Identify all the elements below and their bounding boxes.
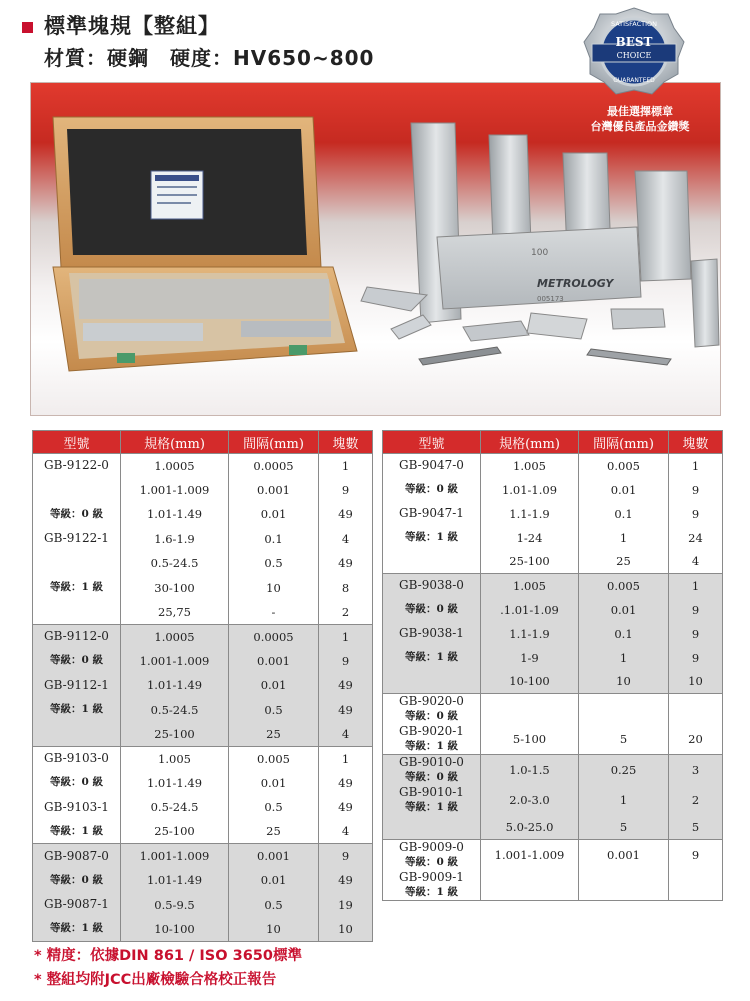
table-row	[33, 575, 373, 599]
count-cell: 49	[319, 868, 373, 892]
interval-cell: 1	[579, 526, 669, 550]
model-cell	[33, 868, 121, 892]
spec-cell: 5.0-25.0	[481, 815, 579, 839]
table-row	[33, 819, 373, 843]
count-cell: 4	[319, 819, 373, 843]
grade-label: 等級：1 級	[50, 703, 103, 716]
model-number: GB-9010-0	[399, 755, 464, 769]
col-header-model: 型號	[33, 431, 121, 454]
model-number: GB-9087-0	[44, 848, 109, 863]
spec-cell: 25-100	[121, 819, 229, 843]
table-row	[33, 478, 373, 502]
spec-cell: 1.005	[121, 746, 229, 770]
model-cell	[383, 478, 481, 502]
interval-cell: 5	[579, 815, 669, 839]
table-row	[383, 670, 723, 694]
table-row	[383, 724, 723, 755]
model-cell	[33, 844, 121, 868]
count-cell: 49	[319, 771, 373, 795]
interval-cell: 0.01	[229, 868, 319, 892]
table-row	[33, 551, 373, 575]
spec-cell: 0.5-24.5	[121, 697, 229, 721]
count-cell: 49	[319, 502, 373, 526]
model-number: GB-9047-1	[399, 506, 464, 520]
interval-cell: 0.01	[229, 771, 319, 795]
interval-cell: 0.5	[229, 551, 319, 575]
model-cell	[383, 502, 481, 526]
footnote-calibration: * 整組均附JCC出廠檢驗合格校正報告	[34, 972, 277, 988]
spec-cell: 0.5-9.5	[121, 893, 229, 917]
table-row	[383, 870, 723, 901]
spec-cell: 1.001-1.009	[481, 839, 579, 870]
spec-cell: 25-100	[121, 722, 229, 746]
grade-label: 等級：0 級	[50, 654, 103, 667]
count-cell: 49	[319, 673, 373, 697]
table-row	[383, 839, 723, 870]
model-number: GB-9103-0	[44, 751, 109, 766]
wooden-case-base	[53, 267, 357, 371]
spec-cell: 0.5-24.5	[121, 551, 229, 575]
table-row	[33, 697, 373, 721]
model-cell	[33, 771, 121, 795]
count-cell: 1	[669, 574, 723, 598]
model-cell	[383, 622, 481, 646]
model-number: GB-9103-1	[44, 799, 109, 814]
model-number: GB-9020-0	[399, 694, 464, 708]
model-number: GB-9112-0	[44, 629, 109, 644]
spec-cell: .1.01-1.09	[481, 598, 579, 622]
table-row	[33, 454, 373, 478]
model-cell	[383, 870, 481, 901]
count-cell: 24	[669, 526, 723, 550]
table-row	[383, 694, 723, 725]
grade-label: 等級：1 級	[405, 885, 458, 898]
grade-label: 等級：0 級	[50, 873, 103, 886]
count-cell: 49	[319, 697, 373, 721]
count-cell: 2	[319, 600, 373, 624]
table-row	[383, 454, 723, 478]
grade-label: 等級：0 級	[405, 603, 458, 615]
model-number: GB-9038-0	[399, 578, 464, 593]
table-row	[383, 502, 723, 526]
spec-cell: 5-100	[481, 724, 579, 755]
interval-cell: 10	[579, 670, 669, 694]
table-row	[383, 815, 723, 839]
model-cell	[383, 574, 481, 598]
brand-logo: METROLOGY	[537, 277, 614, 290]
model-cell	[33, 795, 121, 819]
interval-cell	[579, 694, 669, 725]
model-cell	[383, 646, 481, 670]
model-number: GB-9010-1	[399, 785, 464, 799]
table-row	[383, 622, 723, 646]
grade-label: 等級：1 級	[405, 531, 458, 543]
model-number: GB-9122-1	[44, 531, 109, 546]
badge-caption-line1: 最佳選擇標章	[607, 105, 673, 118]
table-row	[33, 917, 373, 941]
model-cell	[383, 550, 481, 574]
model-cell	[33, 624, 121, 648]
model-cell	[383, 694, 481, 725]
spec-cell: 0.5-24.5	[121, 795, 229, 819]
model-cell	[383, 724, 481, 755]
grade-label: 等級：0 級	[50, 776, 103, 789]
model-cell	[33, 527, 121, 551]
count-cell: 19	[319, 893, 373, 917]
grade-label: 等級：1 級	[50, 581, 103, 594]
count-cell: 49	[319, 795, 373, 819]
spec-cell: 1.01-1.09	[481, 478, 579, 502]
spec-cell: 1.01-1.49	[121, 868, 229, 892]
count-cell: 9	[319, 844, 373, 868]
badge-line1: BEST	[615, 35, 653, 49]
gauge-blocks	[361, 123, 719, 365]
spec-cell: 1.0005	[121, 454, 229, 478]
count-cell: 9	[319, 478, 373, 502]
spec-cell	[481, 694, 579, 725]
grade-label: 等級：0 級	[405, 855, 458, 868]
grade-label: 等級：0 級	[50, 507, 103, 520]
spec-cell: 1.6-1.9	[121, 527, 229, 551]
col-header-count: 塊數	[669, 431, 723, 454]
count-cell: 9	[669, 622, 723, 646]
spec-cell: 1-9	[481, 646, 579, 670]
interval-cell: 0.5	[229, 697, 319, 721]
model-cell	[33, 478, 121, 502]
spec-cell: 30-100	[121, 575, 229, 599]
model-cell	[33, 600, 121, 624]
spec-cell: 1.0-1.5	[481, 755, 579, 786]
badge-line2: CHOICE	[616, 51, 652, 60]
model-cell	[33, 697, 121, 721]
spec-table-left	[32, 430, 373, 942]
interval-cell: 25	[579, 550, 669, 574]
model-cell	[383, 785, 481, 815]
interval-cell: 0.01	[579, 478, 669, 502]
count-cell: 49	[319, 551, 373, 575]
count-cell: 1	[319, 454, 373, 478]
table-row	[33, 893, 373, 917]
interval-cell: 0.01	[229, 502, 319, 526]
count-cell: 3	[669, 755, 723, 786]
spec-cell: 1.01-1.49	[121, 771, 229, 795]
interval-cell: 0.005	[579, 574, 669, 598]
interval-cell	[579, 870, 669, 901]
interval-cell: 0.001	[229, 649, 319, 673]
spec-cell: 1.0005	[121, 624, 229, 648]
spec-cell: 1.001-1.009	[121, 844, 229, 868]
grade-label: 等級：0 級	[405, 483, 458, 495]
table-row	[33, 722, 373, 746]
model-cell	[33, 575, 121, 599]
table-row	[33, 600, 373, 624]
interval-cell: 10	[229, 575, 319, 599]
count-cell: 4	[319, 722, 373, 746]
count-cell: 10	[319, 917, 373, 941]
spec-cell: 1.001-1.009	[121, 478, 229, 502]
interval-cell: -	[229, 600, 319, 624]
table-row	[383, 755, 723, 786]
model-number: GB-9087-1	[44, 897, 109, 912]
grade-label: 等級：1 級	[405, 801, 458, 813]
interval-cell: 0.1	[579, 502, 669, 526]
spec-cell: 1.001-1.009	[121, 649, 229, 673]
spec-cell	[481, 870, 579, 901]
grade-label: 等級：0 級	[405, 771, 458, 783]
spec-cell: 10-100	[121, 917, 229, 941]
table-row	[33, 844, 373, 868]
model-number: GB-9020-1	[399, 724, 464, 738]
count-cell: 4	[319, 527, 373, 551]
grade-label: 等級：1 級	[50, 824, 103, 837]
grade-label: 等級：0 級	[405, 710, 458, 722]
interval-cell: 0.0005	[229, 624, 319, 648]
best-choice-badge	[582, 6, 686, 98]
model-cell	[383, 839, 481, 870]
model-cell	[33, 746, 121, 770]
spec-cell: 25-100	[481, 550, 579, 574]
count-cell: 1	[319, 746, 373, 770]
count-cell: 1	[319, 624, 373, 648]
col-header-interval: 間隔(mm)	[229, 431, 319, 454]
interval-cell: 25	[229, 819, 319, 843]
model-cell	[383, 670, 481, 694]
table-row	[383, 550, 723, 574]
spec-cell: 2.0-3.0	[481, 785, 579, 815]
block-size-marking: 100	[531, 248, 549, 258]
table-row	[33, 795, 373, 819]
spec-cell: 1.1-1.9	[481, 502, 579, 526]
count-cell: 4	[669, 550, 723, 574]
model-cell	[383, 755, 481, 786]
spec-cell: 1.005	[481, 454, 579, 478]
interval-cell: 0.005	[579, 454, 669, 478]
spec-cell: 25,75	[121, 600, 229, 624]
table-row	[383, 646, 723, 670]
model-number: GB-9009-0	[399, 839, 464, 854]
count-cell: 9	[669, 502, 723, 526]
spec-cell: 1.01-1.49	[121, 502, 229, 526]
model-number: GB-9009-1	[399, 869, 464, 884]
count-cell: 5	[669, 815, 723, 839]
model-cell	[383, 815, 481, 839]
model-number: GB-9112-1	[44, 677, 109, 692]
count-cell: 9	[669, 598, 723, 622]
table-row	[33, 868, 373, 892]
model-cell	[33, 673, 121, 697]
model-number: GB-9122-0	[44, 458, 109, 473]
table-row	[33, 673, 373, 697]
table-row	[383, 785, 723, 815]
interval-cell: 0.1	[579, 622, 669, 646]
model-cell	[33, 649, 121, 673]
interval-cell: 0.01	[229, 673, 319, 697]
interval-cell: 0.005	[229, 746, 319, 770]
count-cell: 8	[319, 575, 373, 599]
model-cell	[33, 502, 121, 526]
interval-cell: 10	[229, 917, 319, 941]
count-cell: 2	[669, 785, 723, 815]
page-title: 標準塊規【整組】	[44, 14, 220, 38]
table-row	[33, 746, 373, 770]
grade-label: 等級：1 級	[405, 740, 458, 752]
table-row	[33, 527, 373, 551]
block-serial: 005173	[537, 295, 564, 303]
model-number: GB-9047-0	[399, 458, 464, 473]
material-hardness: 材質：硬鋼 硬度：HV650~800	[44, 46, 375, 70]
count-cell: 20	[669, 724, 723, 755]
badge-bottom-text: GUARANTEED	[613, 77, 655, 84]
interval-cell: 0.0005	[229, 454, 319, 478]
count-cell: 1	[669, 454, 723, 478]
col-header-interval: 間隔(mm)	[579, 431, 669, 454]
spec-cell: 1-24	[481, 526, 579, 550]
interval-cell: 0.001	[229, 478, 319, 502]
count-cell: 9	[669, 839, 723, 870]
table-row	[33, 649, 373, 673]
interval-cell: 5	[579, 724, 669, 755]
col-header-count: 塊數	[319, 431, 373, 454]
count-cell: 9	[669, 478, 723, 502]
spec-cell: 1.005	[481, 574, 579, 598]
interval-cell: 1	[579, 785, 669, 815]
interval-cell: 0.25	[579, 755, 669, 786]
model-cell	[383, 598, 481, 622]
interval-cell: 0.5	[229, 795, 319, 819]
interval-cell: 25	[229, 722, 319, 746]
model-cell	[33, 551, 121, 575]
wooden-case-lid	[53, 117, 321, 267]
model-cell	[383, 526, 481, 550]
model-cell	[33, 893, 121, 917]
count-cell	[669, 870, 723, 901]
count-cell: 10	[669, 670, 723, 694]
badge-caption-line2: 台灣優良產品金鑽獎	[590, 120, 690, 133]
interval-cell: 0.5	[229, 893, 319, 917]
spec-cell: 10-100	[481, 670, 579, 694]
badge-top-text: SATISFACTION	[610, 20, 658, 28]
table-row	[383, 526, 723, 550]
model-cell	[33, 917, 121, 941]
interval-cell: 0.001	[229, 844, 319, 868]
grade-label: 等級：1 級	[405, 651, 458, 663]
table-row	[33, 624, 373, 648]
count-cell	[669, 694, 723, 725]
table-row	[383, 598, 723, 622]
col-header-spec: 規格(mm)	[481, 431, 579, 454]
count-cell: 9	[669, 646, 723, 670]
model-cell	[33, 722, 121, 746]
interval-cell: 0.01	[579, 598, 669, 622]
model-cell	[383, 454, 481, 478]
model-number: GB-9038-1	[399, 626, 464, 640]
spec-cell: 1.1-1.9	[481, 622, 579, 646]
footnote-accuracy: * 精度：依據DIN 861 / ISO 3650標準	[34, 948, 302, 964]
col-header-spec: 規格(mm)	[121, 431, 229, 454]
count-cell: 9	[319, 649, 373, 673]
table-row	[33, 771, 373, 795]
spec-cell: 1.01-1.49	[121, 673, 229, 697]
model-cell	[33, 454, 121, 478]
title-bullet	[22, 22, 33, 33]
interval-cell: 0.1	[229, 527, 319, 551]
model-cell	[33, 819, 121, 843]
grade-label: 等級：1 級	[50, 922, 103, 935]
col-header-model: 型號	[383, 431, 481, 454]
table-row	[383, 574, 723, 598]
interval-cell: 1	[579, 646, 669, 670]
spec-table-right	[382, 430, 723, 901]
table-row	[383, 478, 723, 502]
badge-caption	[560, 104, 720, 134]
table-row	[33, 502, 373, 526]
interval-cell: 0.001	[579, 839, 669, 870]
